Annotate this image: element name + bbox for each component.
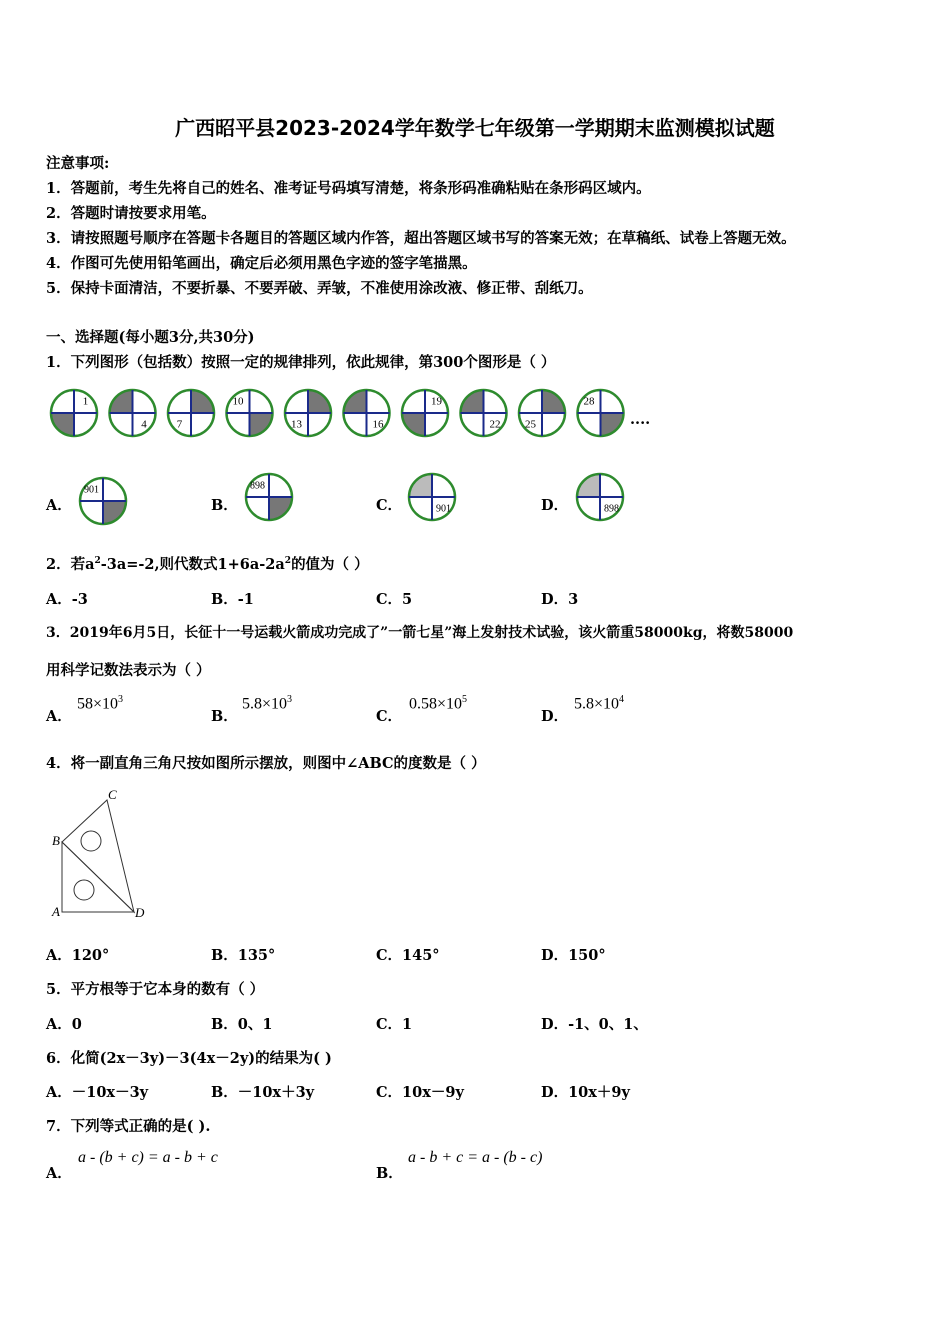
- q4-option-d: D．150°: [541, 947, 606, 964]
- option-figure: [577, 474, 623, 520]
- page-title: 广西昭平县2023-2024学年数学七年级第一学期期末监测模拟试题: [175, 116, 775, 140]
- q1-option-d-label: D．: [541, 497, 569, 514]
- q1-option-d-figure: [574, 471, 626, 523]
- q3-option-d-expr: $5.8\times 10^4$: [574, 694, 625, 713]
- q6-option-a: A．－10x－3y: [46, 1084, 149, 1101]
- q3-option-d-label: D．: [541, 708, 569, 725]
- q6-option-c: C．10x－9y: [376, 1084, 464, 1101]
- figure-number: 28: [583, 395, 595, 408]
- q3-option-a-expr: $58\times 10^3$: [77, 694, 124, 713]
- triangle-hole: [74, 880, 94, 900]
- sequence-figure-5: [285, 390, 331, 436]
- sequence-figure-8: [461, 390, 507, 436]
- sequence-figure-10: [578, 390, 624, 436]
- notice-item: 3．请按照题号顺序在答题卡各题目的答题区域内作答，超出答题区域书写的答案无效；在草稿纸、试卷上答题无效。: [46, 230, 796, 247]
- q4-triangle-figure: [48, 784, 158, 924]
- sequence-figure-6: [344, 390, 390, 436]
- figure-number: 16: [372, 418, 384, 431]
- q3-stem-line2: 用科学记数法表示为（ ）: [46, 662, 211, 679]
- figure-number: 22: [489, 418, 501, 431]
- notice-heading: 注意事项:: [46, 155, 110, 172]
- q4-option-c: C．145°: [376, 947, 440, 964]
- option-figure: [246, 474, 292, 520]
- point-d-label: D: [135, 905, 145, 920]
- sequence-figure-9: [519, 390, 565, 436]
- sequence-figure-3: [168, 390, 214, 436]
- q1-stem: 1．下列图形（包括数）按照一定的规律排列，依此规律，第300个图形是（ ）: [46, 354, 556, 371]
- section-heading: 一、选择题(每小题3分,共30分): [46, 329, 255, 346]
- q1-option-c-figure: [406, 471, 458, 523]
- q1-option-b-figure: [243, 471, 295, 523]
- q3-stem-line1: 3．2019年6月5日，长征十一号运载火箭成功完成了”一箭七星”海上发射技术试验，该火箭重58000kg，将数58000: [46, 625, 794, 641]
- q3-option-c-label: C．: [376, 708, 403, 725]
- q6-stem: 6．化简(2x－3y)－3(4x－2y)的结果为( ): [46, 1050, 332, 1067]
- figure-number: 19: [431, 395, 442, 408]
- point-a-label: A: [52, 904, 60, 919]
- q5-option-d: D．-1、0、1、: [541, 1016, 648, 1033]
- figure-number: 13: [291, 418, 302, 431]
- q7-stem: 7．下列等式正确的是( ).: [46, 1118, 211, 1135]
- figure-number: 1: [82, 395, 89, 408]
- figure-number: 10: [232, 395, 244, 408]
- q2-option-d: D．3: [541, 591, 579, 608]
- notice-item: 4．作图可先使用铅笔画出，确定后必须用黑色字迹的签字笔描黑。: [46, 255, 477, 272]
- triangle-hole: [81, 831, 101, 851]
- q5-stem: 5．平方根等于它本身的数有（ ）: [46, 981, 265, 998]
- q7-option-b-expr: a - b + c = a - (b - c): [408, 1149, 543, 1166]
- q1-sequence: [48, 386, 668, 446]
- q4-option-b: B．135°: [211, 947, 276, 964]
- q1-ellipsis: ....: [630, 411, 651, 428]
- q7-option-a-expr: a - (b + c) = a - b + c: [78, 1149, 218, 1166]
- q5-option-a: A．0: [46, 1016, 82, 1033]
- point-b-label: B: [52, 833, 60, 848]
- point-c-label: C: [108, 787, 117, 802]
- q7-option-a-label: A．: [46, 1165, 72, 1182]
- figure-number: 25: [525, 418, 536, 431]
- q3-option-a-label: A．: [46, 708, 72, 725]
- q1-option-a-label: A．: [46, 497, 72, 514]
- figure-number: 4: [141, 418, 147, 431]
- q5-option-c: C．1: [376, 1016, 413, 1033]
- sequence-figure-1: [51, 390, 97, 436]
- q3-option-b-expr: $5.8\times 10^3$: [242, 694, 293, 713]
- q6-option-b: B．－10x＋3y: [211, 1084, 315, 1101]
- sequence-figure-2: [110, 390, 156, 436]
- q5-option-b: B．0、1: [211, 1016, 273, 1033]
- q4-option-a: A．120°: [46, 947, 110, 964]
- q6-option-d: D．10x＋9y: [541, 1084, 630, 1101]
- figure-number: 898: [604, 503, 619, 515]
- q2-stem: 2．若$a^2-3a=-2$,则代数式$1+6a-2a^2$的值为（ ）: [46, 556, 369, 573]
- sequence-figure-4: [227, 390, 273, 436]
- option-figure: [409, 474, 455, 520]
- notice-item: 2．答题时请按要求用笔。: [46, 205, 216, 222]
- q4-stem: 4．将一副直角三角尺按如图所示摆放，则图中∠ABC的度数是（ ）: [46, 755, 486, 772]
- q2-option-a: A．-3: [46, 591, 88, 608]
- right-triangle-30-60: [62, 800, 134, 912]
- q3-option-b-label: B．: [211, 708, 238, 725]
- q1-option-a-figure: [77, 475, 129, 527]
- notice-item: 5．保持卡面清洁，不要折暴、不要弄破、弄皱，不准使用涂改液、修正带、刮纸刀。: [46, 280, 593, 297]
- q1-option-b-label: B．: [211, 497, 238, 514]
- q1-sequence-figures: [48, 386, 668, 442]
- figure-number: 901: [436, 503, 451, 515]
- figure-number: 901: [84, 484, 99, 496]
- notice-item: 1．答题前，考生先将自己的姓名、准考证号码填写清楚，将条形码准确粘贴在条形码区域内。: [46, 180, 651, 197]
- q3-option-c-expr: $0.58\times 10^5$: [409, 694, 468, 713]
- q2-option-b: B．-1: [211, 591, 254, 608]
- figure-number: 898: [250, 480, 265, 492]
- option-figure: [80, 478, 126, 524]
- q2-option-c: C．5: [376, 591, 413, 608]
- figure-number: 7: [176, 418, 183, 431]
- q1-option-c-label: C．: [376, 497, 403, 514]
- sequence-figure-7: [402, 390, 448, 436]
- q7-option-b-label: B．: [376, 1165, 403, 1182]
